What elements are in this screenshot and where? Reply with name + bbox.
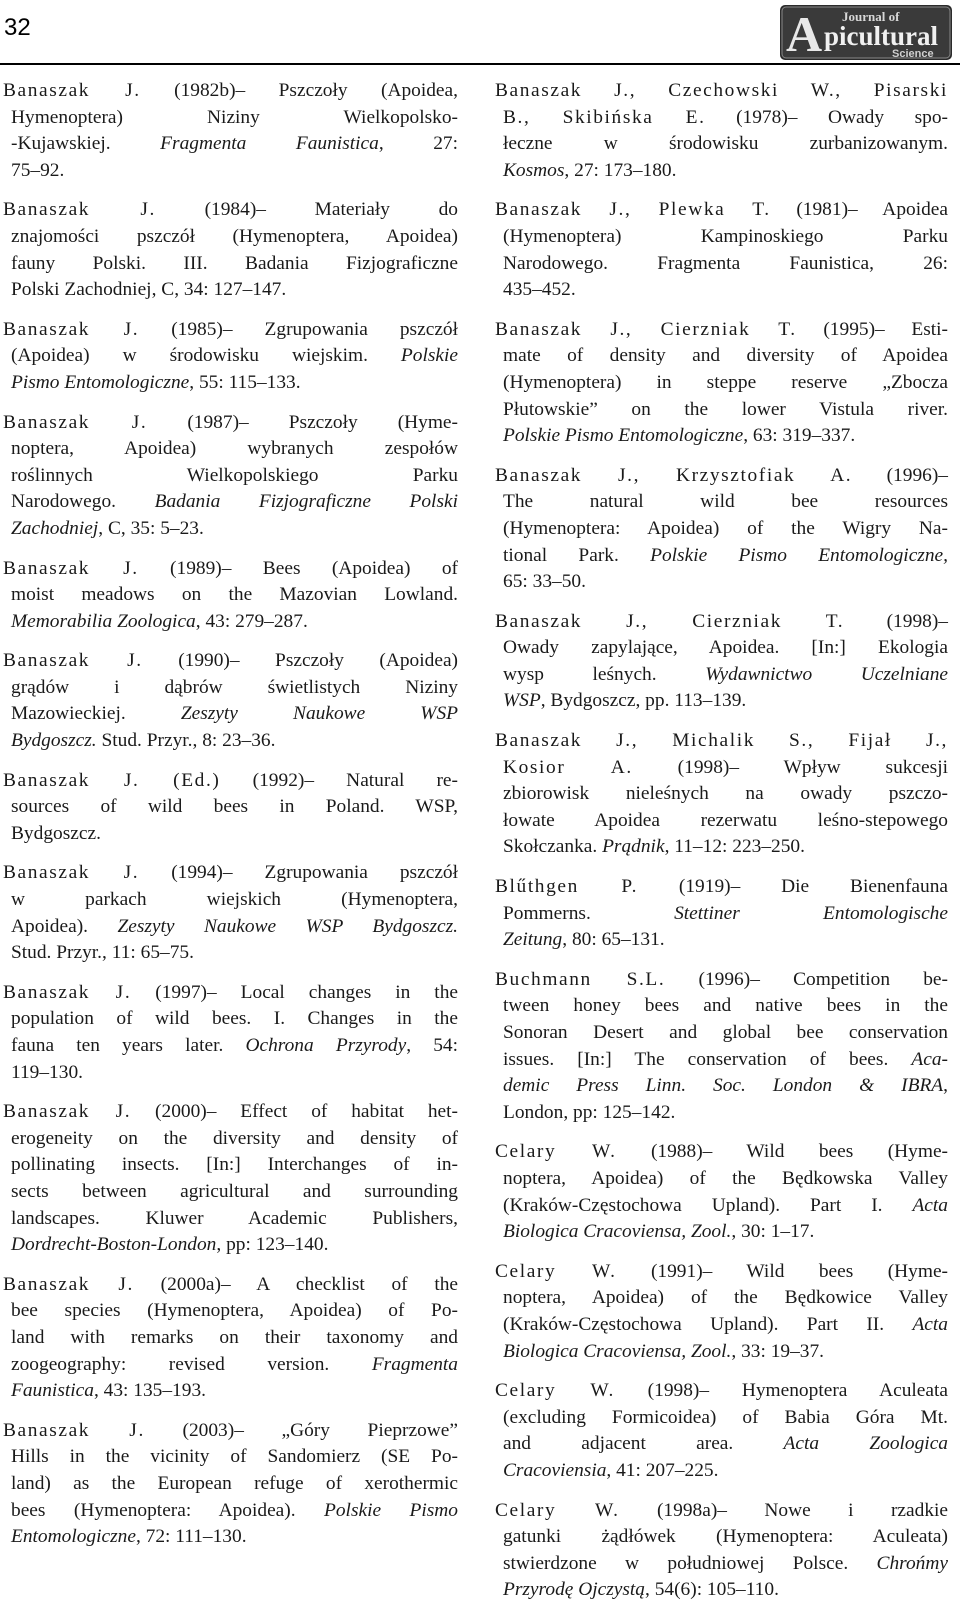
reference-line [495, 197, 948, 224]
logo-journal-of: Journal of [842, 9, 900, 24]
reference-line [495, 1458, 948, 1485]
reference-source: Cracoviensia [503, 1459, 607, 1481]
reference-line [3, 1524, 458, 1551]
reference-line [495, 967, 948, 994]
reference-line [3, 516, 458, 543]
reference-text: , pp: 123–140. [216, 1234, 329, 1256]
reference-text: 65: 33–50. [503, 571, 586, 593]
reference-text: (excluding Formicoidea) of Babia Góra Mt. [503, 1406, 948, 1428]
reference-text: 119–130. [11, 1061, 83, 1083]
reference-text: The natural wild bee resources [503, 491, 948, 513]
reference-author: Banaszak J. [3, 981, 132, 1003]
reference-entry [495, 967, 948, 1127]
reference-source: Polskie Pismo Entomologiczne, [650, 544, 948, 566]
reference-line [3, 1378, 458, 1405]
reference-text: , 54(6): 105–110. [645, 1579, 779, 1601]
reference-text: (1992)– Natural re- [220, 769, 458, 791]
reference-line [3, 317, 458, 344]
reference-source: Badania Fizjograficzne Polski [154, 491, 458, 513]
reference-entry [3, 980, 458, 1086]
reference-line [495, 158, 948, 185]
reference-entry [495, 1498, 948, 1604]
reference-entry [495, 609, 948, 715]
reference-line [3, 980, 458, 1007]
reference-line [495, 1219, 948, 1246]
reference-source: Dordrecht-Boston-London [11, 1234, 217, 1256]
reference-text: moist meadows on the Mazovian Lowland. [11, 584, 458, 606]
reference-source: Acta [912, 1313, 948, 1335]
reference-line [495, 277, 948, 304]
reference-author: Celary W. [495, 1141, 617, 1163]
reference-line [495, 609, 948, 636]
reference-text: 75–92. [11, 159, 65, 181]
reference-text: (1995)– Esti- [796, 318, 948, 340]
reference-text: , 27: 173–180. [564, 159, 677, 181]
reference-text: bees (Hymenoptera: Apoidea). [11, 1499, 325, 1521]
reference-text: Pommerns. [503, 902, 675, 924]
reference-text: (1996)– [852, 464, 948, 486]
reference-line [495, 1312, 948, 1339]
reference-entry [3, 78, 458, 184]
reference-entry [495, 1259, 948, 1365]
reference-source: Acta Zoologica [783, 1433, 948, 1455]
reference-text: sources of wild bees in Poland. WSP, [11, 796, 458, 818]
reference-text: zbiorowisk nieleśnych na owady pszczo- [503, 783, 948, 805]
reference-line [495, 370, 948, 397]
reference-line [3, 1206, 458, 1233]
reference-text: land) as the European refuge of xerothermic [11, 1472, 458, 1494]
reference-text: fauny Polski. III. Badania Fizjograficzne [11, 252, 458, 274]
reference-text: tional Park. [503, 544, 651, 566]
reference-line [495, 489, 948, 516]
reference-text: erogeneity on the diversity and density of [11, 1127, 458, 1149]
reference-line [495, 901, 948, 928]
reference-line [495, 1073, 948, 1100]
reference-text: (1998a)– Nowe i rzadkie [619, 1499, 949, 1521]
reference-text: łeczne w środowisku zurbanizowanym. [503, 133, 948, 155]
reference-text: łowate Apoidea rezerwatu leśno-stepowego [503, 809, 948, 831]
reference-text: (1991)– Wild bees (Hyme- [616, 1260, 949, 1282]
reference-source: Memorabilia Zoologica [11, 610, 196, 632]
reference-line [3, 914, 458, 941]
reference-source: Polskie Pismo [324, 1499, 458, 1521]
reference-line [3, 251, 458, 278]
reference-text: (Hymenoptera) Kampinoskiego Parku [503, 225, 948, 247]
reference-line [495, 1551, 948, 1578]
reference-author: Banaszak J. [3, 862, 140, 884]
reference-line [495, 463, 948, 490]
reference-line [495, 1577, 948, 1604]
reference-line [3, 105, 458, 132]
page-number: 32 [4, 14, 31, 41]
references-left-column [3, 78, 458, 1564]
reference-text: (Kraków-Częstochowa Upland). Part I. [503, 1194, 913, 1216]
reference-source: Chrońmy [876, 1552, 948, 1574]
reference-text: 435–452. [503, 279, 576, 301]
reference-entry [3, 556, 458, 636]
reference-line [495, 1378, 948, 1405]
reference-text: , 41: 207–225. [606, 1459, 719, 1481]
reference-source: WSP [503, 690, 541, 712]
reference-author: Banaszak J., Krzysztofiak A. [495, 464, 853, 486]
reference-text: Mazowieckiej. [11, 703, 181, 725]
reference-text: (2000)– Effect of habitat het- [131, 1101, 459, 1123]
reference-entry [3, 317, 458, 397]
reference-text: zoogeography: revised version. [11, 1353, 372, 1375]
reference-source: Bydgoszcz. [11, 730, 97, 752]
reference-text: (Apoidea) w środowisku wiejskim. [11, 345, 401, 367]
reference-text: and adjacent area. [503, 1433, 784, 1455]
reference-line [3, 768, 458, 795]
reference-author: Banaszak J., Michalik S., Fijał J., [495, 730, 948, 752]
reference-line [3, 1033, 458, 1060]
reference-text: gatunki żądłówek (Hymenoptera: Aculeata) [503, 1526, 948, 1548]
reference-author: Celary W. [495, 1380, 615, 1402]
reference-line [495, 1339, 948, 1366]
reference-line [3, 728, 458, 755]
reference-line [3, 277, 458, 304]
reference-author: Banaszak J. [3, 1419, 145, 1441]
reference-text: mate of density and diversity of Apoidea [503, 345, 948, 367]
reference-entry [3, 860, 458, 966]
reference-line [3, 410, 458, 437]
reference-text: , 63: 319–337. [743, 425, 856, 447]
reference-text: (Hymenoptera) in steppe reserve „Zbocza [503, 371, 948, 393]
reference-line [495, 543, 948, 570]
reference-entry [3, 768, 458, 848]
reference-text: population of wild bees. I. Changes in the [11, 1008, 458, 1030]
reference-source: Przyrodę Ojczystą [503, 1579, 645, 1601]
reference-line [495, 1498, 948, 1525]
reference-author: Banaszak J., Cierzniak T. [495, 610, 845, 632]
reference-text: , [943, 1075, 948, 1097]
page-header [0, 0, 960, 66]
reference-line [495, 688, 948, 715]
reference-author: Buchmann S.L. [495, 968, 666, 990]
reference-text: Stud. Przyr., 11: 65–75. [11, 942, 194, 964]
reference-line [3, 436, 458, 463]
reference-author: Banaszak J., Cierzniak T. [495, 318, 797, 340]
reference-line [495, 1405, 948, 1432]
reference-entry [495, 197, 948, 303]
reference-text: (1981)– Apoidea [770, 199, 948, 221]
reference-text: Narodowego. Fragmenta Faunistica, 26: [503, 252, 948, 274]
reference-source: Entomologiczne [11, 1526, 136, 1548]
reference-text: Hills in the vicinity of Sandomierz (SE Po- [11, 1446, 458, 1468]
reference-line [495, 251, 948, 278]
reference-line [495, 1259, 948, 1286]
reference-text: (1996)– Competition be- [665, 968, 948, 990]
reference-line [3, 1060, 458, 1087]
reference-text: grądów i dąbrów świetlistych Niziny [11, 676, 458, 698]
reference-text: (1997)– Local changes in the [131, 981, 458, 1003]
reference-source: Kosmos [503, 159, 565, 181]
reference-text: (1978)– Owady spo- [705, 106, 948, 128]
reference-source: Faunistica [11, 1380, 94, 1402]
reference-source: Zeszyty Naukowe WSP Bydgoszcz. [117, 915, 459, 937]
reference-text: (1985)– Zgrupowania pszczół [139, 318, 459, 340]
reference-author: Banaszak J. (Ed.) [3, 769, 221, 791]
reference-text: Sonoran Desert and global bee conservation [503, 1022, 948, 1043]
header-rule [0, 63, 960, 65]
reference-source: Aca- [911, 1048, 948, 1070]
reference-entry [495, 78, 948, 184]
reference-text: (1982b)– Pszczoły (Apoidea, [140, 80, 458, 101]
reference-text: , 11–12: 223–250. [664, 836, 805, 858]
reference-text: , 33: 19–37. [731, 1340, 825, 1362]
reference-text: noptera, Apoidea) of the Będkowska Valley [503, 1167, 948, 1189]
reference-text: (Hymenoptera: Apoidea) of the Wigry Na- [503, 517, 948, 539]
reference-source: Pismo Entomologiczne [11, 371, 190, 393]
reference-source: Fragmenta [371, 1353, 458, 1375]
reference-line [3, 1298, 458, 1325]
reference-author: Banaszak J., Plewka T. [495, 199, 771, 221]
reference-line [3, 224, 458, 251]
logo-word: picultural [824, 21, 939, 51]
reference-source: Biologica Cracoviensa, Zool. [503, 1221, 732, 1243]
reference-line [3, 78, 458, 105]
reference-text: noptera, Apoidea) of the Będkowice Valley [503, 1287, 948, 1309]
reference-text: Skołczanka. [503, 836, 603, 858]
reference-text: Polski Zachodniej, C, 34: 127–147. [11, 279, 287, 301]
reference-line [3, 343, 458, 370]
reference-author: Banaszak J. [3, 650, 143, 672]
reference-text: Narodowego. [11, 491, 155, 513]
reference-line [495, 569, 948, 596]
reference-line [3, 1418, 458, 1445]
reference-line [3, 131, 458, 158]
reference-line [3, 940, 458, 967]
reference-text: issues. [In:] The conservation of bees. [503, 1048, 912, 1070]
reference-text: , C, 35: 5–23. [98, 517, 204, 539]
reference-source: Polskie [400, 345, 458, 367]
reference-text: w parkach wiejskich (Hymenoptera, [11, 889, 458, 911]
reference-text: (1988)– Wild bees (Hyme- [616, 1141, 949, 1163]
reference-text: (1984)– Materiały do [155, 199, 459, 221]
reference-line [3, 1471, 458, 1498]
reference-line [495, 1193, 948, 1220]
reference-line [3, 675, 458, 702]
reference-line [3, 1179, 458, 1206]
reference-author: Kosior A. [503, 756, 633, 778]
reference-line [3, 1444, 458, 1471]
reference-text: Płutowskie” on the lower Vistula river. [503, 398, 948, 420]
reference-line [495, 927, 948, 954]
reference-source: Acta [912, 1194, 948, 1216]
reference-line [3, 1352, 458, 1379]
reference-text: wysp leśnych. [503, 663, 706, 685]
reference-author: Banaszak J. [3, 411, 148, 433]
logo-letter: A [786, 6, 823, 60]
reference-line [495, 105, 948, 132]
reference-text: noptera, Apoidea) wybranych zespołów [11, 438, 458, 460]
reference-line [495, 343, 948, 370]
reference-text: (2003)– „Góry Pieprzowe” [144, 1419, 459, 1441]
reference-line [495, 1285, 948, 1312]
reference-author: Banaszak J. [3, 318, 140, 340]
reference-line [495, 834, 948, 861]
reference-text: (Kraków-Częstochowa Upland). Part II. [503, 1313, 913, 1335]
reference-line [3, 887, 458, 914]
reference-text: sects between agricultural and surrounding [11, 1180, 458, 1202]
reference-author: B., Skibińska E. [503, 106, 706, 128]
reference-line [3, 701, 458, 728]
reference-author: Banaszak J. [3, 557, 139, 579]
reference-source: Zachodniej [11, 517, 99, 539]
reference-source: Stettiner Entomologische [674, 902, 948, 924]
reference-author: Banaszak J. [3, 80, 141, 101]
reference-text: London, pp: 125–142. [503, 1101, 676, 1123]
reference-line [495, 1431, 948, 1458]
reference-line [3, 1232, 458, 1259]
reference-source: Zeszyty Naukowe WSP [180, 703, 459, 725]
reference-line [495, 635, 948, 662]
reference-line [3, 370, 458, 397]
reference-text: bee species (Hymenoptera, Apoidea) of Po- [11, 1300, 458, 1322]
reference-author: Celary W. [495, 1260, 617, 1282]
reference-text: , 54: [406, 1035, 458, 1056]
reference-author: Banaszak J. [3, 1101, 132, 1123]
reference-line [3, 158, 458, 185]
reference-line [495, 874, 948, 901]
reference-line [495, 781, 948, 808]
reference-entry [495, 874, 948, 954]
reference-line [3, 609, 458, 636]
reference-text: (1919)– Die Bienenfauna [638, 876, 948, 898]
reference-line [3, 1325, 458, 1352]
reference-text: (1998)– Wpływ sukcesji [632, 756, 948, 778]
reference-line [3, 1152, 458, 1179]
reference-text: roślinnych Wielkopolskiego Parku [11, 464, 458, 486]
reference-line [495, 397, 948, 424]
reference-entry [495, 1378, 948, 1484]
reference-entry [495, 1139, 948, 1245]
reference-line [495, 516, 948, 543]
reference-text: Hymenoptera) Niziny Wielkopolsko- [11, 106, 458, 128]
reference-author: Banaszak J., Czechowski W., Pisarski [495, 80, 948, 101]
reference-source: demic Press Linn. Soc. London & IBRA [503, 1075, 944, 1097]
reference-source: Ochrona Przyrody [245, 1035, 407, 1056]
reference-text: (1990)– Pszczoły (Apoidea) [142, 650, 459, 672]
reference-text: , 27: [378, 133, 458, 155]
reference-source: Zeitung [503, 929, 563, 951]
reference-line [3, 1272, 458, 1299]
reference-author: Banaszak J. [3, 199, 156, 221]
reference-line [3, 582, 458, 609]
reference-text: land with remarks on their taxonomy and [11, 1326, 458, 1348]
reference-entry [3, 1272, 458, 1405]
reference-line [495, 1047, 948, 1074]
reference-text: , 43: 279–287. [195, 610, 308, 632]
reference-text: Stud. Przyr., 8: 23–36. [96, 730, 276, 752]
reference-entry [3, 1099, 458, 1259]
reference-line [495, 1524, 948, 1551]
reference-text: , Bydgoszcz, pp. 113–139. [540, 690, 747, 712]
reference-line [495, 423, 948, 450]
reference-line [495, 662, 948, 689]
reference-text: znajomości pszczół (Hymenoptera, Apoidea) [11, 225, 458, 247]
reference-line [3, 463, 458, 490]
reference-entry [3, 197, 458, 303]
reference-author: Celary W. [495, 1499, 620, 1521]
reference-line [3, 1126, 458, 1153]
reference-text: , 30: 1–17. [731, 1221, 815, 1243]
reference-text: (1989)– Bees (Apoidea) of [138, 557, 459, 579]
reference-text: , 72: 111–130. [135, 1526, 247, 1548]
reference-text: , 43: 135–193. [93, 1380, 206, 1402]
reference-entry [3, 648, 458, 754]
reference-text: -Kujawskiej. [11, 133, 161, 155]
reference-line [495, 808, 948, 835]
reference-line [495, 1166, 948, 1193]
reference-line [3, 794, 458, 821]
reference-author: Banaszak J. [3, 1273, 134, 1295]
reference-entry [3, 1418, 458, 1551]
reference-line [495, 1020, 948, 1047]
reference-entry [3, 410, 458, 543]
reference-source: Fragmenta Faunistica [160, 133, 379, 155]
reference-line [3, 1099, 458, 1126]
reference-line [495, 993, 948, 1020]
reference-line [495, 1139, 948, 1166]
reference-line [495, 755, 948, 782]
reference-author: Blűthgen P. [495, 876, 639, 898]
reference-line [495, 224, 948, 251]
reference-text: fauna ten years later. [11, 1035, 246, 1056]
reference-text: landscapes. Kluwer Academic Publishers, [11, 1207, 458, 1229]
reference-text: stwierdzone w południowej Polsce. [503, 1552, 877, 1574]
reference-text: , 80: 65–131. [562, 929, 665, 951]
reference-text: , 55: 115–133. [189, 371, 301, 393]
reference-line [3, 197, 458, 224]
reference-text: Apoidea). [11, 915, 118, 937]
reference-entry [495, 317, 948, 450]
reference-text: tween honey bees and native bees in the [503, 995, 948, 1017]
reference-line [3, 648, 458, 675]
reference-text: (1998)– [844, 610, 948, 632]
reference-source: Polskie Pismo Entomologiczne [503, 425, 744, 447]
journal-logo [780, 5, 952, 60]
reference-line [3, 489, 458, 516]
reference-line [3, 556, 458, 583]
reference-source: Biologica Cracoviensa, Zool. [503, 1340, 732, 1362]
reference-line [495, 317, 948, 344]
reference-line [495, 131, 948, 158]
reference-line [3, 1006, 458, 1033]
reference-text: Owady zapylające, Apoidea. [In:] Ekologia [503, 637, 948, 659]
reference-line [3, 1498, 458, 1525]
reference-line [3, 821, 458, 848]
reference-text: (2000a)– A checklist of the [133, 1273, 459, 1295]
reference-text: pollinating insects. [In:] Interchanges of in- [11, 1154, 458, 1176]
reference-source: Prądnik [602, 836, 665, 858]
reference-text: (1994)– Zgrupowania pszczół [139, 862, 459, 884]
reference-line [495, 78, 948, 105]
reference-text: (1998)– Hymenoptera Aculeata [614, 1380, 948, 1402]
reference-entry [495, 463, 948, 596]
reference-text: (1987)– Pszczoły (Hyme- [147, 411, 458, 433]
references-right-column [495, 78, 948, 1617]
reference-entry [495, 728, 948, 861]
reference-line [495, 728, 948, 755]
reference-line [3, 860, 458, 887]
reference-line [495, 1100, 948, 1127]
logo-science: Science [892, 48, 934, 60]
reference-source: Wydawnictwo Uczelniane [705, 663, 949, 685]
reference-text: Bydgoszcz. [11, 822, 101, 844]
